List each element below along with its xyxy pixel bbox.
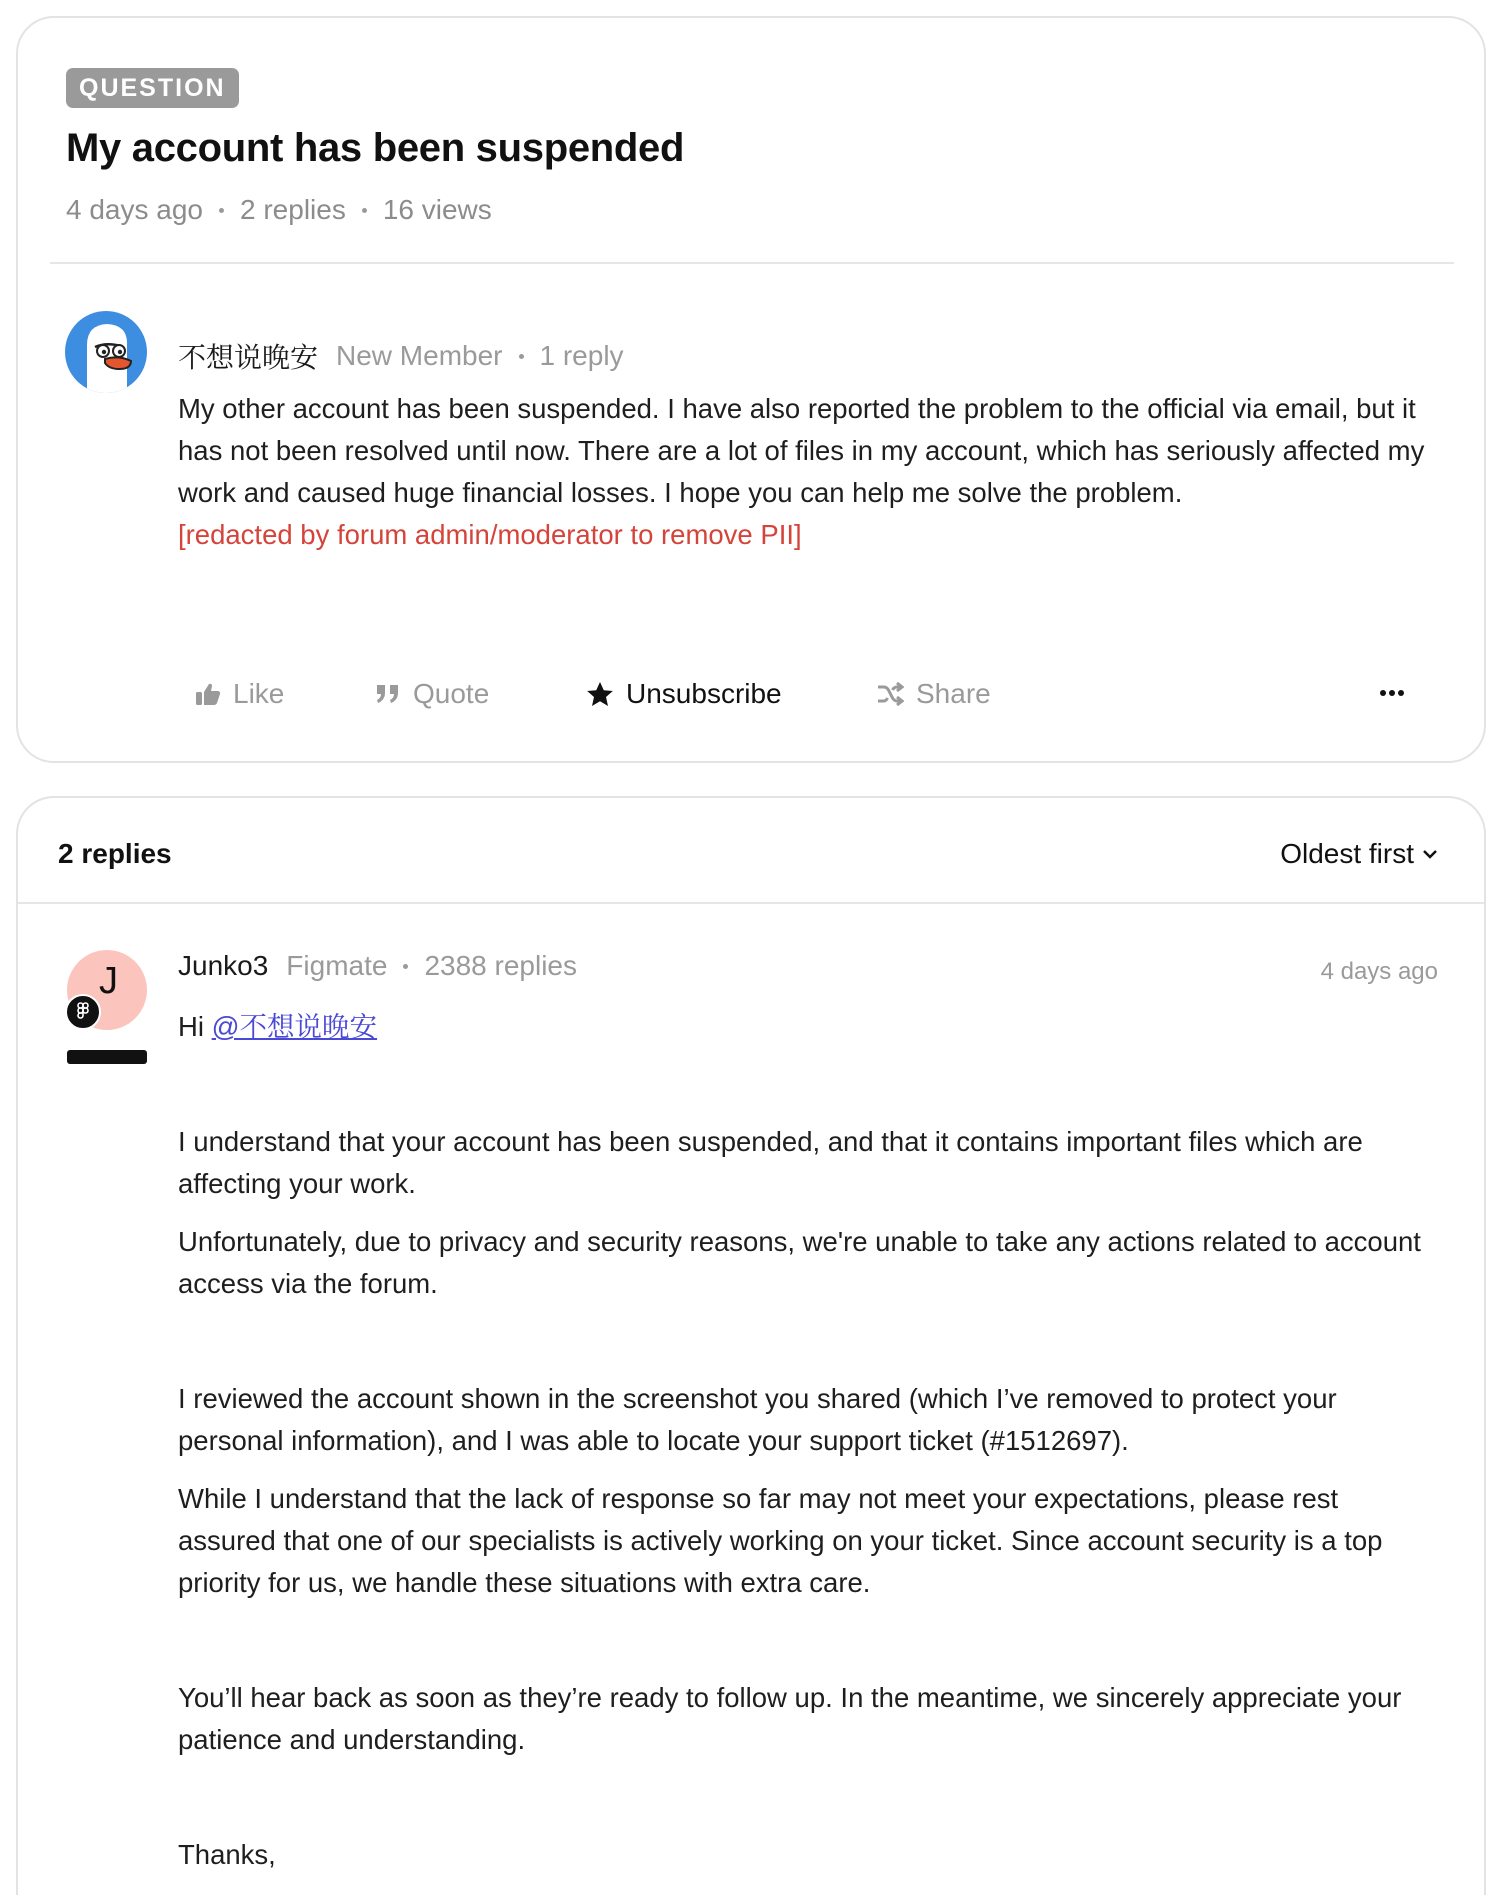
author-reply-count: 1 reply (539, 340, 624, 371)
separator-dot (219, 208, 224, 213)
reply-paragraph: I reviewed the account shown in the screenshot you shared (which I’ve removed to protect your personal information), and I was able to locate your support ticket (#1512697). (178, 1383, 1337, 1456)
replies-divider (18, 902, 1484, 904)
question-text: My other account has been suspended. I have also reported the problem to the official via email, but it has not been resolved until now. There are a lot of files in my account, which has seriously affected my work and caused huge financial losses. I hope you can help me solve the problem. (178, 393, 1425, 508)
reply-count: 2 replies (240, 194, 346, 225)
author-name[interactable]: 不想说晚安 (178, 342, 319, 373)
avatar-letter: J (99, 960, 118, 1002)
reply-body (178, 1006, 1438, 1876)
reply-paragraph: Thanks, (178, 1839, 276, 1870)
quote-icon (375, 683, 401, 705)
user-mention-link[interactable]: @不想说晚安 (211, 1011, 378, 1042)
share-label: Share (916, 678, 991, 709)
like-label: Like (233, 678, 285, 709)
reply-paragraph: I understand that your account has been suspended, and that it contains important files which are affecting your work. (178, 1126, 1363, 1199)
action-bar (195, 678, 1076, 710)
question-meta (66, 194, 492, 226)
view-count: 16 views (382, 194, 492, 225)
header-divider (50, 262, 1454, 264)
question-badge: QUESTION (66, 68, 239, 108)
reply-author-role: Figmate (286, 950, 388, 981)
separator-dot (403, 964, 408, 969)
reply-paragraph: While I understand that the lack of response so far may not meet your expectations, please rest assured that one of our specialists is actively working on your ticket. Since account security is a top priority for us, we handle these situations with extra care. (178, 1483, 1383, 1598)
separator-dot (362, 208, 367, 213)
question-body (178, 388, 1438, 556)
thumbs-up-icon (195, 682, 221, 706)
quote-button[interactable] (375, 678, 586, 710)
redacted-notice: [redacted by forum admin/moderator to remove PII] (178, 519, 802, 550)
more-options-icon[interactable] (1380, 690, 1404, 696)
reply-paragraph: You’ll hear back as soon as they’re ready to follow up. In the meantime, we sincerely appreciate your patience and understanding. (178, 1682, 1402, 1755)
reply-author-count: 2388 replies (424, 950, 578, 981)
sort-label: Oldest first (1280, 838, 1414, 869)
reply-author-line (178, 950, 577, 982)
reply-paragraph: Unfortunately, due to privacy and security reasons, we're unable to take any actions related to account access via the forum. (178, 1226, 1421, 1299)
replies-heading: 2 replies (58, 838, 172, 869)
posted-time: 4 days ago (66, 194, 203, 225)
sort-dropdown[interactable] (1280, 838, 1438, 870)
avatar[interactable] (65, 311, 147, 393)
share-button[interactable] (876, 678, 1076, 710)
author-line (178, 336, 624, 376)
star-icon (586, 681, 614, 708)
page-title: My account has been suspended (66, 126, 685, 170)
like-button[interactable] (195, 678, 375, 710)
chevron-down-icon (1422, 848, 1438, 860)
replies-card (16, 796, 1486, 1895)
separator-dot (519, 354, 524, 359)
reply-greeting (178, 1006, 1438, 1048)
role-bar (67, 1050, 147, 1064)
question-card (16, 16, 1486, 763)
reply-timestamp: 4 days ago (1320, 958, 1438, 985)
greeting-text: Hi (178, 1011, 204, 1042)
figma-logo-icon (65, 994, 101, 1030)
quote-label: Quote (413, 678, 490, 709)
unsubscribe-button[interactable] (586, 678, 876, 710)
unsubscribe-label: Unsubscribe (626, 678, 782, 709)
shuffle-icon (876, 682, 904, 706)
author-role: New Member (336, 340, 503, 371)
reply-author-name[interactable]: Junko3 (178, 950, 269, 981)
